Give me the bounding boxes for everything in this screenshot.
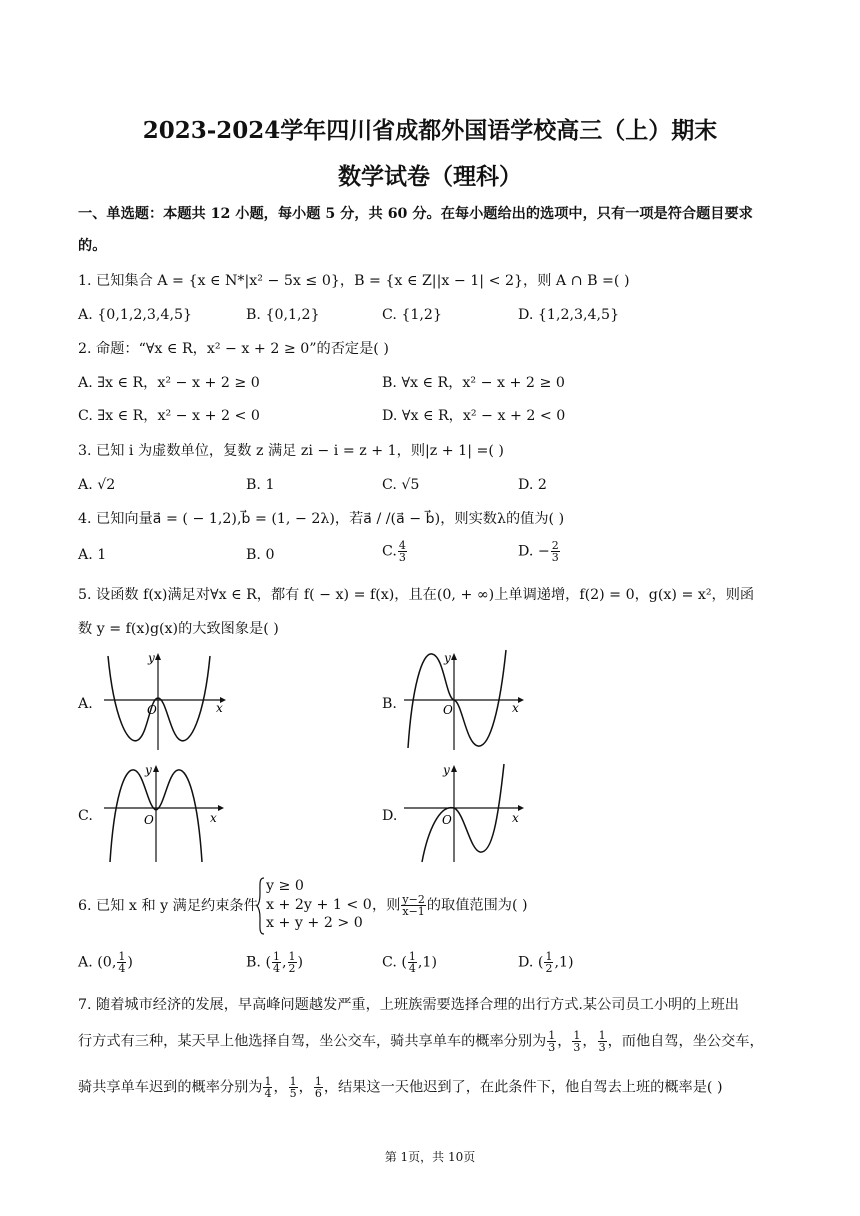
q4-option-c: C. $\frac{4}{3}$ — [382, 539, 406, 564]
origin-label: O — [147, 703, 157, 717]
exam-title-line1: 2023-2024学年四川省成都外国语学校高三（上）期末 — [142, 117, 718, 144]
question-6-stem-prefix: 6. 已知 x 和 y 满足约束条件 — [78, 898, 258, 914]
page-footer: 第 1页，共 10页 — [384, 1150, 476, 1164]
axis-x-label: x — [512, 701, 519, 715]
axis-x-label: x — [512, 811, 519, 825]
y-arrow — [451, 765, 457, 772]
question-7-line2: 行方式有三种，某天早上他选择自驾，坐公交车，骑共享单车的概率分别为 $\frac{1}{3}$ ， $\frac{1}{3}$ ， $\frac{1}{3}$ ，而他自驾，坐公交车， — [78, 1029, 764, 1054]
q5-option-b-label: B. — [382, 696, 397, 712]
constraint-3: x + y + 2 > 0 — [266, 915, 363, 931]
exam-title-line2: 数学试卷（理科） — [338, 163, 522, 190]
origin-label: O — [442, 813, 452, 827]
axis-y-label: y — [148, 651, 155, 665]
q1-option-b: B. {0,1,2} — [246, 307, 320, 323]
q6-option-b: B. ( $\frac{1}{4}$ , $\frac{1}{2}$ ) — [246, 950, 304, 975]
x-arrow — [218, 805, 224, 811]
constraint-2: x + 2y + 1 < 0 — [266, 897, 372, 913]
question-7-line1: 7. 随着城市经济的发展，早高峰问题越发严重，上班族需要选择合理的出行方式.某公司员工小明的上班出 — [78, 997, 739, 1013]
q4-option-b: B. 0 — [246, 547, 275, 563]
curve — [408, 650, 506, 748]
q3-option-b: B. 1 — [246, 477, 275, 493]
graph-d — [400, 760, 530, 864]
question-2-stem: 2. 命题：“∀x ∈ R，x² − x + 2 ≥ 0”的否定是( ) — [78, 341, 389, 357]
y-arrow — [153, 765, 159, 772]
q3-option-d: D. 2 — [518, 477, 547, 493]
question-5-stem-cont: 数 y = f(x)g(x)的大致图象是( ) — [78, 621, 279, 637]
q2-option-d: D. ∀x ∈ R，x² − x + 2 < 0 — [382, 408, 566, 424]
q1-option-c: C. {1,2} — [382, 307, 442, 323]
question-6-stem-rest: ，则 $\frac{y-2}{x-1}$ 的取值范围为( ) — [372, 893, 528, 918]
q4-option-a: A. 1 — [78, 547, 107, 563]
q3-option-c: C. √5 — [382, 477, 420, 493]
question-4-stem: 4. 已知向量a⃗ = ( − 1,2),b⃗ = (1, − 2λ)，若a⃗ / /(a⃗ − b⃗)，则实数λ的值为( ) — [78, 511, 565, 527]
q4-option-d: D. − $\frac{2}{3}$ — [518, 539, 559, 564]
q1-option-d: D. {1,2,3,4,5} — [518, 307, 620, 323]
curve — [422, 764, 504, 862]
q3-option-a: A. √2 — [78, 477, 116, 493]
graph-a — [100, 648, 230, 752]
q2-option-c: C. ∃x ∈ R，x² − x + 2 < 0 — [78, 408, 260, 424]
origin-label: O — [144, 813, 154, 827]
q6-option-c: C. ( $\frac{1}{4}$ ,1) — [382, 950, 437, 975]
graph-c — [100, 760, 230, 864]
q5-option-d-label: D. — [382, 808, 398, 824]
constraint-brace — [256, 876, 266, 936]
y-arrow — [451, 653, 457, 660]
constraint-1: y ≥ 0 — [266, 878, 304, 894]
graph-b — [400, 648, 530, 752]
axis-y-label: y — [443, 763, 450, 777]
curve — [108, 656, 210, 741]
q2-option-b: B. ∀x ∈ R，x² − x + 2 ≥ 0 — [382, 375, 565, 391]
origin-label: O — [443, 703, 453, 717]
question-5-stem: 5. 设函数 f(x)满足对∀x ∈ R，都有 f( − x) = f(x)，且在(0, + ∞)上单调递增，f(2) = 0，g(x) = x²，则函 — [78, 587, 755, 603]
question-7-line3: 骑共享单车迟到的概率分别为 $\frac{1}{4}$ ， $\frac{1}{5}$ ， $\frac{1}{6}$ ，结果这一天他迟到了，在此条件下，他自驾去上班的概率是( ) — [78, 1075, 723, 1100]
section-header: 一、单选题：本题共 12 小题，每小题 5 分，共 60 分。在每小题给出的选项中，只有一项是符合题目要求 — [78, 206, 753, 222]
x-arrow — [518, 697, 524, 703]
q6-option-a: A. (0, $\frac{1}{4}$ ) — [78, 950, 133, 975]
q2-option-a: A. ∃x ∈ R，x² − x + 2 ≥ 0 — [78, 375, 260, 391]
axis-y-label: y — [145, 763, 152, 777]
q5-option-c-label: C. — [78, 808, 93, 824]
question-3-stem: 3. 已知 i 为虚数单位，复数 z 满足 zi − i = z + 1，则|z + 1| =( ) — [78, 443, 504, 459]
y-arrow — [155, 653, 161, 660]
axis-x-label: x — [216, 701, 223, 715]
axis-x-label: x — [210, 811, 217, 825]
x-arrow — [518, 805, 524, 811]
q1-option-a: A. {0,1,2,3,4,5} — [78, 307, 193, 323]
axis-y-label: y — [444, 651, 451, 665]
q6-option-d: D. ( $\frac{1}{2}$ ,1) — [518, 950, 574, 975]
q5-option-a-label: A. — [78, 696, 93, 712]
question-1-stem: 1. 已知集合 A = {x ∈ N*|x² − 5x ≤ 0}，B = {x ∈ Z||x − 1| < 2}，则 A ∩ B =( ) — [78, 273, 630, 289]
section-header-cont: 的。 — [78, 238, 107, 254]
